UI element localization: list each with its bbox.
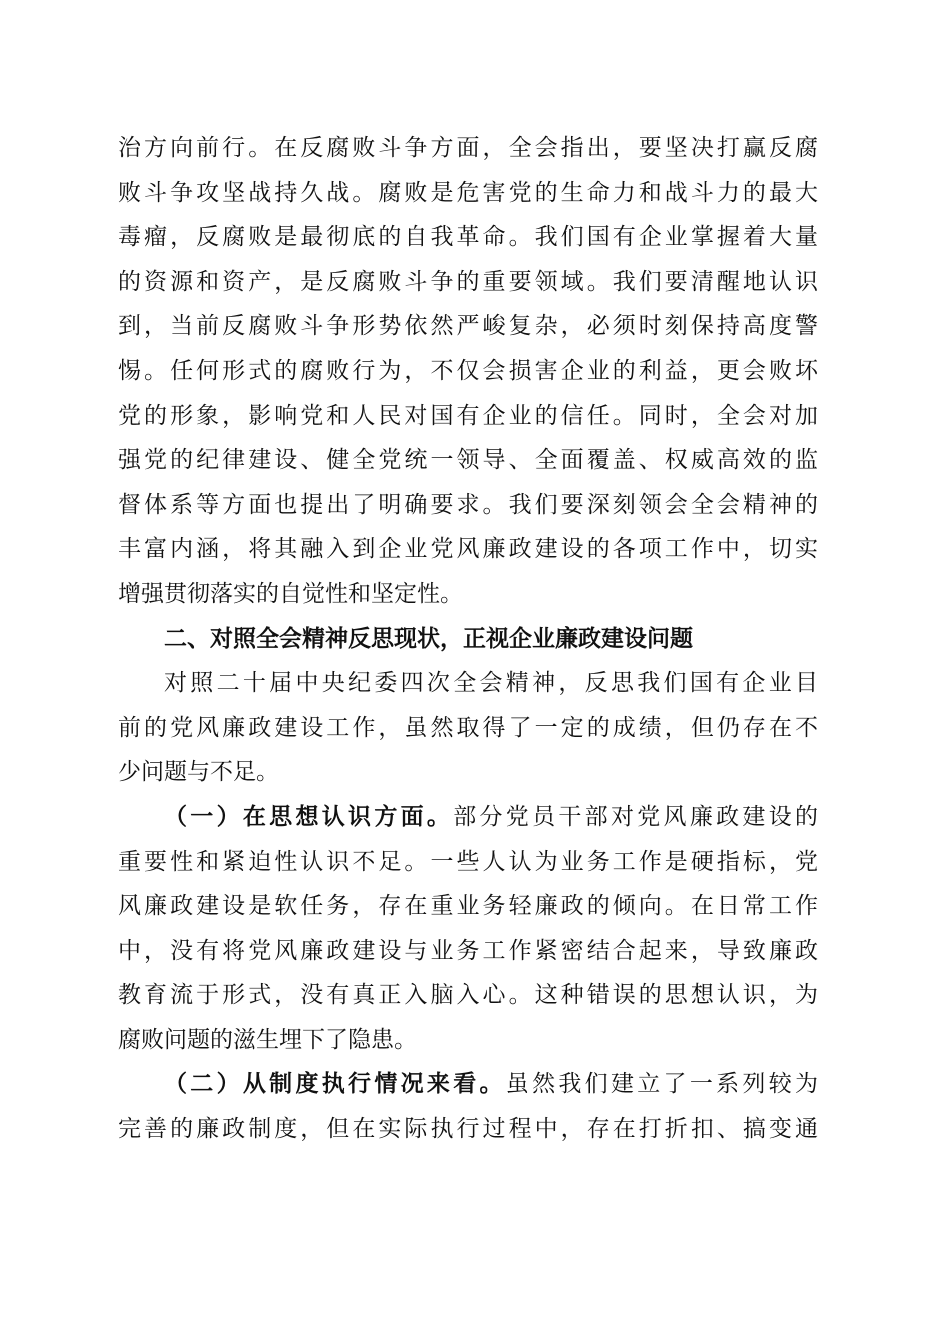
text-line: 治方向前行。在反腐败斗争方面，全会指出，要坚决打赢反腐 <box>118 135 818 161</box>
text-line: 惕。任何形式的腐败行为，不仅会损害企业的利益，更会败坏 <box>118 357 818 384</box>
text-line: 教育流于形式，没有真正入脑入心。这种错误的思想认识，为 <box>118 982 818 1009</box>
text-line: 败斗争攻坚战持久战。腐败是危害党的生命力和战斗力的最大 <box>118 179 818 206</box>
text-line: 风廉政建设是软任务，存在重业务轻廉政的倾向。在日常工作 <box>118 893 818 920</box>
text-line: 党的形象，影响党和人民对国有企业的信任。同时，全会对加 <box>118 402 818 429</box>
text-line: 中，没有将党风廉政建设与业务工作紧密结合起来，导致廉政 <box>118 937 818 964</box>
subsection-lead: （二）从制度执行情况来看。 <box>164 1070 506 1098</box>
text-line: 前的党风廉政建设工作，虽然取得了一定的成绩，但仍存在不 <box>118 714 818 741</box>
text-line: 完善的廉政制度，但在实际执行过程中，存在打折扣、搞变通 <box>118 1116 818 1143</box>
text-line: 毒瘤，反腐败是最彻底的自我革命。我们国有企业掌握着大量 <box>118 224 818 251</box>
subsection-lead: （一）在思想认识方面。 <box>164 802 454 830</box>
text-line: 的资源和资产，是反腐败斗争的重要领域。我们要清醒地认识 <box>118 268 818 295</box>
text-line: 重要性和紧迫性认识不足。一些人认为业务工作是硬指标，党 <box>118 848 818 875</box>
body-text <box>118 126 818 1152</box>
text-run: 虽然我们建立了一系列较为 <box>505 1071 819 1098</box>
text-line: 丰富内涵，将其融入到企业党风廉政建设的各项工作中，切实 <box>118 536 818 563</box>
section-heading: 二、对照全会精神反思现状，正视企业廉政建设问题 <box>164 625 693 652</box>
text-line: 增强贯彻落实的自觉性和坚定性。 <box>118 580 463 607</box>
text-line: 督体系等方面也提出了明确要求。我们要深刻领会全会精神的 <box>118 491 818 518</box>
text-line: 强党的纪律建设、健全党统一领导、全面覆盖、权威高效的监 <box>118 447 818 474</box>
text-line: 对照二十届中央纪委四次全会精神，反思我们国有企业目 <box>164 670 818 697</box>
text-line: 到，当前反腐败斗争形势依然严峻复杂，必须时刻保持高度警 <box>118 313 818 340</box>
text-line <box>118 1062 818 1107</box>
text-run: 部分党员干部对党风廉政建设的 <box>453 803 819 830</box>
text-line: 少问题与不足。 <box>118 759 279 786</box>
text-line: 腐败问题的滋生埋下了隐患。 <box>118 1026 417 1053</box>
text-line <box>118 795 818 840</box>
